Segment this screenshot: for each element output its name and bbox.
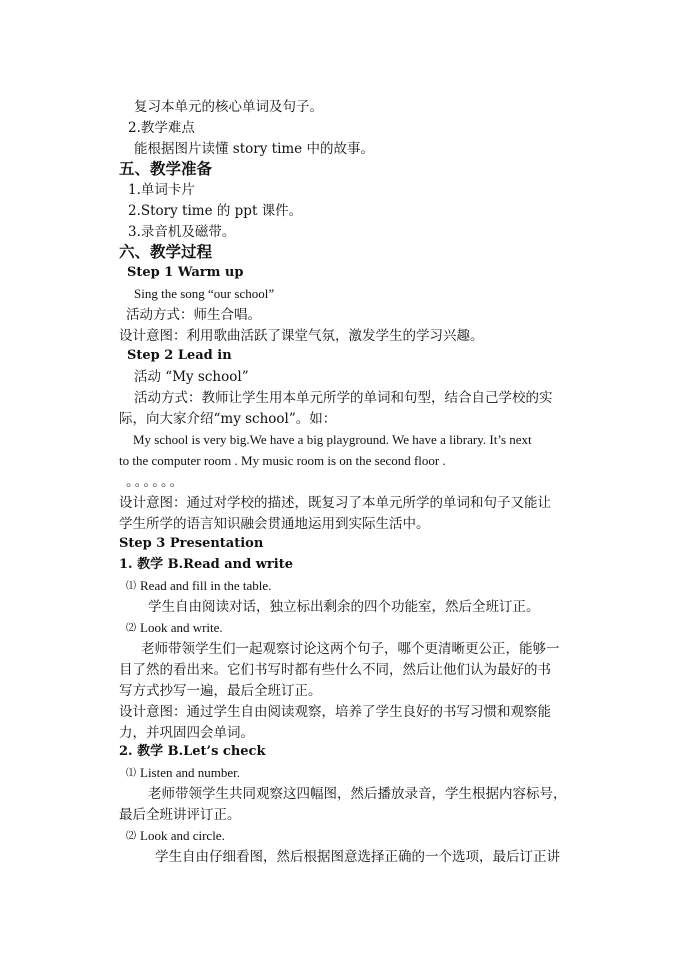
text-line: 能根据图片读懂 story time 中的故事。: [134, 141, 374, 157]
item-number: ⑴: [126, 581, 136, 592]
text-line: 活动方式：师生合唱。: [126, 307, 261, 323]
text-line: 活动方式：教师让学生用本单元所学的单词和句型，结合自己学校的实: [134, 390, 553, 406]
text-line: 老师带领学生共同观察这四幅图，然后播放录音，学生根据内容标号，: [148, 786, 567, 802]
text-line: 写方式抄写一遍，最后全班订正。: [119, 683, 322, 699]
item-text: Look and circle.: [140, 828, 225, 843]
text-line: 设计意图：利用歌曲活跃了课堂气氛，激发学生的学习兴趣。: [119, 328, 484, 344]
text-line: 2.教学难点: [128, 120, 195, 136]
text-line: 。。。。。。: [126, 474, 186, 490]
text-line: My school is very big.We have a big playground. We have a library. It’s next: [133, 432, 532, 447]
text-line: 学生所学的语言知识融会贯通地运用到实际生活中。: [119, 516, 430, 532]
text-line: 力，并巩固四会单词。: [119, 725, 254, 741]
item-text: Listen and number.: [140, 765, 241, 780]
item-number: ⑵: [126, 831, 136, 842]
text-line: 老师带领学生们一起观察讨论这两个句子，哪个更清晰更公正，能够一: [141, 641, 560, 657]
text-line: 1.单词卡片: [128, 182, 195, 198]
text-line: 3.录音机及磁带。: [128, 224, 236, 240]
text-line: 复习本单元的核心单词及句子。: [134, 99, 323, 115]
section-heading: 五、教学准备: [119, 159, 213, 178]
text-line: [126, 763, 240, 784]
text-line: [126, 618, 223, 639]
text-line: 设计意图：通过学生自由阅读观察，培养了学生良好的书写习惯和观察能: [119, 704, 551, 720]
text-line: 2.Story time 的 ppt 课件。: [128, 203, 303, 219]
text-line: 最后全班讲评订正。: [119, 807, 241, 823]
item-number: ⑴: [126, 768, 136, 779]
subheading: 2. 教学 B.Let’s check: [119, 744, 266, 759]
item-text: Look and write.: [140, 620, 223, 635]
text-line: 际，向大家介绍“my school”。如：: [119, 411, 337, 427]
item-number: ⑵: [126, 623, 136, 634]
text-line: 学生自由阅读对话，独立标出剩余的四个功能室，然后全班订正。: [148, 599, 540, 615]
subheading: 1. 教学 B.Read and write: [119, 557, 293, 572]
text-line: 目了然的看出来。它们书写时都有些什么不同，然后让他们认为最好的书: [119, 662, 551, 678]
item-text: Read and fill in the table.: [140, 578, 272, 593]
text-line: 设计意图：通过对学校的描述，既复习了本单元所学的单词和句子又能让: [119, 495, 551, 511]
text-line: 学生自由仔细看图，然后根据图意选择正确的一个选项，最后订正讲: [155, 849, 560, 865]
text-line: 活动 “My school”: [134, 369, 249, 385]
step-heading: Step 3 Presentation: [119, 536, 264, 551]
text-line: [126, 576, 271, 597]
step-heading: Step 1 Warm up: [127, 265, 244, 280]
step-heading: Step 2 Lead in: [127, 348, 232, 363]
text-line: Sing the song “our school”: [134, 286, 275, 301]
text-line: [126, 826, 225, 847]
text-line: to the computer room . My music room is on the second floor .: [119, 453, 446, 468]
section-heading: 六、教学过程: [119, 242, 213, 261]
